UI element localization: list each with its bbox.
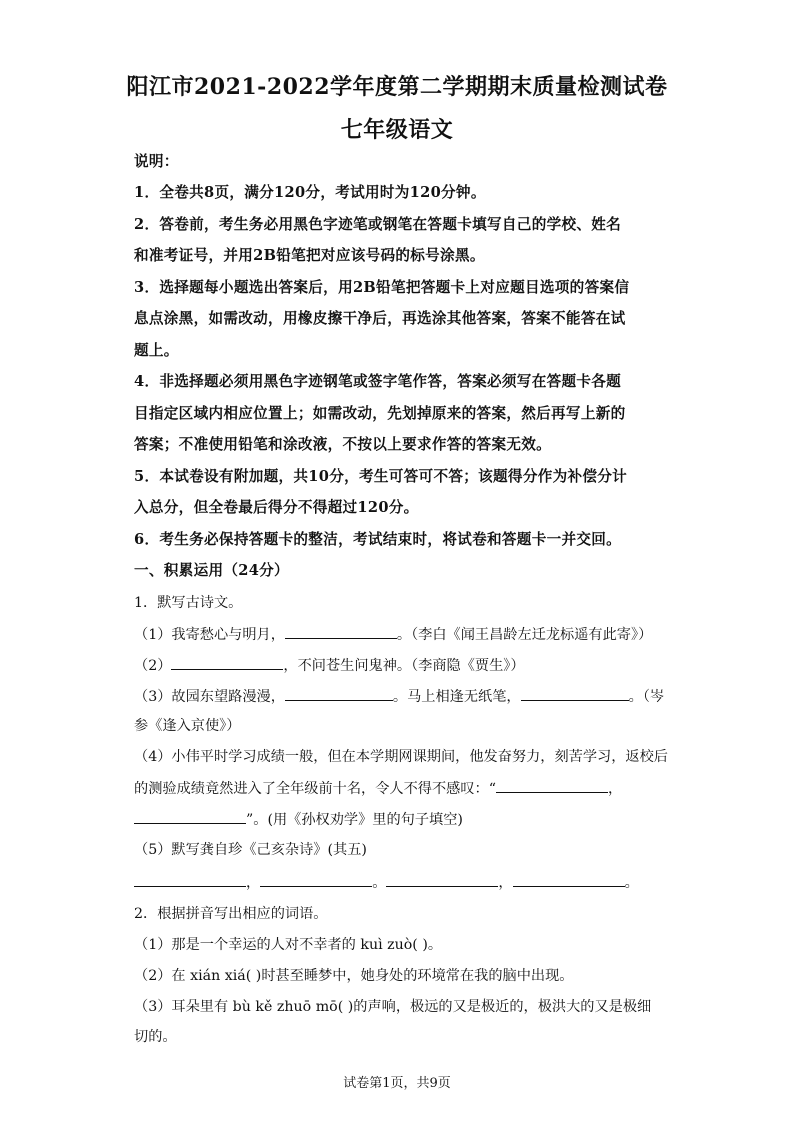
question-1-part-3-cont: 参《逢入京使》）: [134, 718, 241, 734]
answer-blank[interactable]: [134, 872, 246, 887]
answer-blank[interactable]: [285, 686, 393, 701]
instruction-line: 和准考证号，并用2B铅笔把对应该号码的标号涂黑。: [134, 247, 485, 264]
instruction-line: 4．非选择题必须用黑色字迹钢笔或签字笔作答，答案必须写在答题卡各题: [134, 373, 622, 390]
answer-blank[interactable]: [285, 624, 397, 639]
question-2-stem: 2．根据拼音写出相应的词语。: [134, 906, 328, 922]
question-1-part-1: （1）我寄愁心与明月， 。（李白《闻王昌龄左迁龙标遥有此寄》）: [134, 624, 674, 645]
instruction-line: 2．答卷前，考生务必用黑色字迹笔或钢笔在答题卡填写自己的学校、姓名: [134, 216, 622, 233]
answer-blank[interactable]: [521, 686, 629, 701]
instruction-line: 目指定区域内相应位置上；如需改动，先划掉原来的答案，然后再写上新的: [134, 405, 626, 422]
question-1-part-5: （5）默写龚自珍《己亥杂诗》(其五): [134, 842, 367, 858]
answer-blank[interactable]: [260, 872, 372, 887]
question-1-part-3: （3）故园东望路漫漫， 。马上相逢无纸笔， 。（岑: [134, 686, 674, 707]
question-2-part-3-cont: 切的。: [134, 1029, 177, 1045]
instruction-line: 6．考生务必保持答题卡的整洁，考试结束时，将试卷和答题卡一并交回。: [134, 531, 622, 548]
question-1-part-2: （2） ，不问苍生问鬼神。（李商隐《贾生》）: [134, 655, 674, 676]
exam-title: 阳江市2021-2022学年度第二学期期末质量检测试卷: [126, 74, 668, 100]
answer-blank[interactable]: [513, 872, 625, 887]
question-1-part-4-cont: ”。(用《孙权劝学》里的句子填空): [134, 809, 674, 830]
instructions-heading: 说明：: [134, 153, 179, 170]
question-2-part-3: （3）耳朵里有 bù kě zhuō mō( )的声响，极远的又是极近的，极洪大的又是极细: [134, 999, 652, 1015]
answer-blank[interactable]: [496, 778, 608, 793]
exam-subtitle: 七年级语文: [340, 117, 454, 143]
instruction-line: 题上。: [134, 342, 179, 359]
question-1-part-5-blanks: ， 。 ， 。: [134, 872, 674, 893]
page-footer: 试卷第1页，共9页: [343, 1076, 451, 1091]
instruction-line: 答案；不准使用铅笔和涂改液，不按以上要求作答的答案无效。: [134, 436, 552, 453]
question-1-stem: 1．默写古诗文。: [134, 595, 243, 611]
question-2-part-2: （2）在 xián xiá( )时甚至睡梦中，她身处的环境常在我的脑中出现。: [134, 968, 574, 984]
instruction-line: 息点涂黑，如需改动，用橡皮擦干净后，再选涂其他答案，答案不能答在试: [134, 310, 626, 327]
instruction-line: 1．全卷共8页，满分120分，考试用时为120分钟。: [134, 184, 486, 201]
instruction-line: 3．选择题每小题选出答案后，用2B铅笔把答题卡上对应题目选项的答案信: [134, 279, 630, 296]
instruction-line: 入总分，但全卷最后得分不得超过120分。: [134, 499, 419, 516]
answer-blank[interactable]: [386, 872, 498, 887]
question-1-part-4: （4）小伟平时学习成绩一般，但在本学期网课期间，他发奋努力，刻苦学习，返校后: [134, 749, 668, 765]
question-1-part-4-cont: 的测验成绩竟然进入了全年级前十名，令人不得不感叹：“ ，: [134, 778, 674, 799]
answer-blank[interactable]: [171, 655, 283, 670]
section-heading: 一、积累运用（24分）: [134, 562, 289, 579]
answer-blank[interactable]: [134, 809, 246, 824]
instruction-line: 5．本试卷设有附加题，共10分，考生可答可不答；该题得分作为补偿分计: [134, 468, 628, 485]
question-2-part-1: （1）那是一个幸运的人对不幸者的 kuì zuò( )。: [134, 937, 443, 953]
